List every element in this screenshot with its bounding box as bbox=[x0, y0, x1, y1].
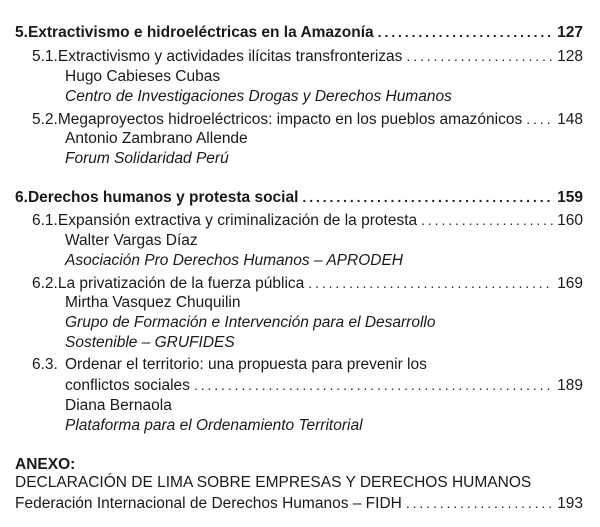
toc-entry-annex[interactable] bbox=[15, 493, 583, 514]
author-organization-line-2: Sostenible – GRUFIDES bbox=[65, 334, 235, 351]
dot-leader bbox=[378, 22, 553, 42]
section-title: Megaproyectos hidroeléctricos: impacto en los pueblos amazónicos bbox=[57, 111, 523, 128]
page-number: 127 bbox=[557, 24, 583, 41]
section-number: 6.2. bbox=[32, 275, 58, 292]
dot-leader bbox=[308, 273, 553, 293]
author-organization-line-1: Grupo de Formación e Intervención para el Desarrollo bbox=[65, 314, 436, 331]
author-name: Antonio Zambrano Allende bbox=[65, 130, 248, 147]
dot-leader bbox=[526, 109, 553, 129]
author-organization: Centro de Investigaciones Drogas y Derechos Humanos bbox=[65, 88, 452, 105]
section-number: 6.3. bbox=[32, 356, 58, 373]
page-number: 193 bbox=[557, 495, 583, 512]
toc-entry-chapter-6[interactable] bbox=[15, 187, 583, 208]
section-number: 6.1. bbox=[32, 212, 58, 229]
dot-leader bbox=[421, 210, 553, 230]
annex-title[interactable]: DECLARACIÓN DE LIMA SOBRE EMPRESAS Y DERECHOS HUMANOS bbox=[15, 474, 532, 491]
toc-entry-6-1[interactable] bbox=[32, 210, 583, 231]
section-title: Expansión extractiva y criminalización de la protesta bbox=[57, 212, 418, 229]
author-name: Walter Vargas Díaz bbox=[65, 232, 198, 249]
section-title-line-2: conflictos sociales bbox=[65, 377, 190, 394]
dot-leader bbox=[194, 375, 553, 395]
author-name: Diana Bernaola bbox=[65, 397, 172, 414]
section-title-line-1: Ordenar el territorio: una propuesta para prevenir los bbox=[65, 356, 427, 373]
section-title: Extractivismo y actividades ilícitas transfronterizas bbox=[57, 48, 403, 65]
page-number: 148 bbox=[557, 111, 583, 128]
page-number: 189 bbox=[557, 377, 583, 394]
toc-entry-6-3[interactable] bbox=[65, 375, 583, 396]
toc-entry-chapter-5[interactable] bbox=[15, 22, 583, 43]
chapter-title: Extractivismo e hidroeléctricas en la Amazonía bbox=[27, 24, 374, 41]
author-organization: Plataforma para el Ordenamiento Territorial bbox=[65, 417, 363, 434]
page-number: 169 bbox=[557, 275, 583, 292]
chapter-number: 5. bbox=[15, 24, 28, 41]
page-number: 128 bbox=[557, 48, 583, 65]
section-number: 5.1. bbox=[32, 48, 58, 65]
author-organization: Asociación Pro Derechos Humanos – APRODEH bbox=[65, 252, 403, 269]
section-title: La privatización de la fuerza pública bbox=[57, 275, 305, 292]
author-name: Mirtha Vasquez Chuquilin bbox=[65, 294, 241, 311]
toc-entry-6-3-title-line-1[interactable] bbox=[32, 355, 427, 375]
annex-organization: Federación Internacional de Derechos Humanos – FIDH bbox=[15, 495, 402, 512]
dot-leader bbox=[406, 493, 553, 513]
annex-label: ANEXO: bbox=[15, 456, 76, 473]
chapter-title: Derechos humanos y protesta social bbox=[27, 189, 299, 206]
chapter-number: 6. bbox=[15, 189, 28, 206]
page-number: 159 bbox=[557, 189, 583, 206]
toc-entry-5-1[interactable] bbox=[32, 46, 583, 67]
page-number: 160 bbox=[557, 212, 583, 229]
dot-leader bbox=[302, 187, 553, 207]
section-number: 5.2. bbox=[32, 111, 58, 128]
dot-leader bbox=[406, 46, 553, 66]
toc-entry-5-2[interactable] bbox=[32, 109, 583, 130]
toc-entry-6-2[interactable] bbox=[32, 273, 583, 294]
author-organization: Forum Solidaridad Perú bbox=[65, 150, 229, 167]
author-name: Hugo Cabieses Cubas bbox=[65, 68, 221, 85]
